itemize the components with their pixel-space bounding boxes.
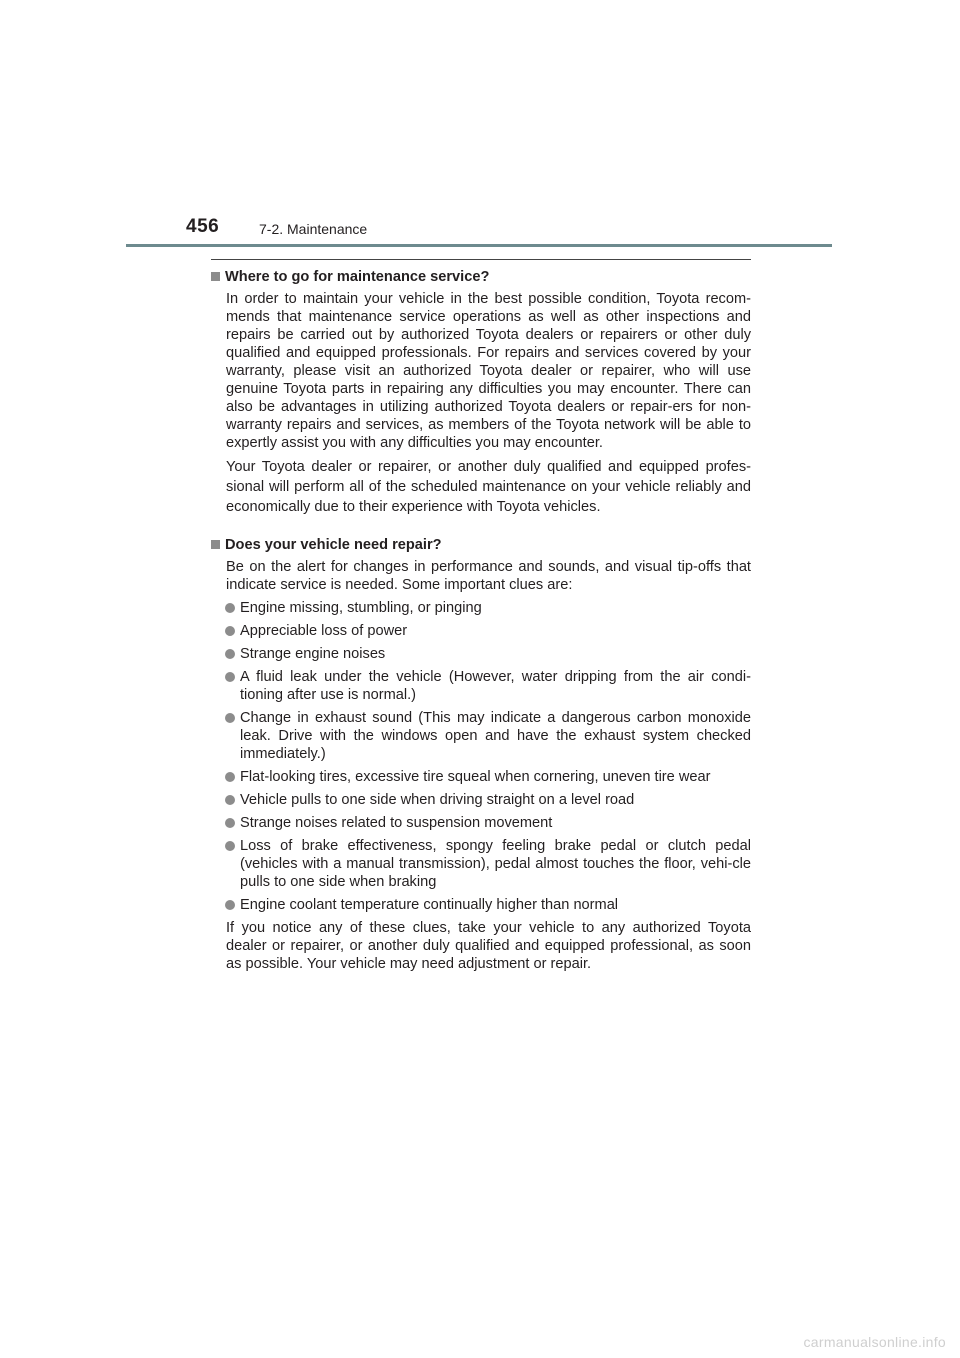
list-item xyxy=(211,709,751,763)
list-item xyxy=(211,768,751,786)
list-item-text: Appreciable loss of power xyxy=(240,623,408,639)
list-item xyxy=(211,837,751,891)
list-item-text: Strange noises related to suspension movement xyxy=(240,815,553,831)
paragraph: In order to maintain your vehicle in the best possible condition, Toyota recom-mends that maintenance service operations as well as other inspections and repairs be carried out by authorized Toyota dealers or repairers or other duly qualified and equipped professionals. For repairs and services covered by your warranty, please visit an authorized Toyota dealer or repairer, who will use genuine Toyota parts in repairing any difficulties you may encounter. There can also be advantages in utilizing authorized Toyota dealers or repair-ers for non-warranty repairs and services, as members of the Toyota network will be able to expertly assist you with any difficulties you may encounter. xyxy=(226,291,751,451)
circle-bullet-icon xyxy=(225,841,235,851)
list-item xyxy=(211,599,751,617)
heading-text: Where to go for maintenance service? xyxy=(225,269,490,285)
list-item xyxy=(211,791,751,809)
circle-bullet-icon xyxy=(225,626,235,636)
circle-bullet-icon xyxy=(225,818,235,828)
page-header xyxy=(0,0,960,250)
list-item xyxy=(211,645,751,663)
paragraph: If you notice any of these clues, take your vehicle to any authorized Toyota dealer or repairer, or another duly qualified and equipped professional, as soon as possible. Your vehicle may need adjustment or repair. xyxy=(226,920,751,972)
circle-bullet-icon xyxy=(225,772,235,782)
list-item xyxy=(211,896,751,914)
page-number: 456 xyxy=(186,216,220,237)
circle-bullet-icon xyxy=(225,713,235,723)
list-item xyxy=(211,622,751,640)
list-item-text: Vehicle pulls to one side when driving straight on a level road xyxy=(240,792,635,808)
list-item-text: Strange engine noises xyxy=(240,646,386,662)
list-item-text: A fluid leak under the vehicle (However, water dripping from the air condi-tioning after use is normal.) xyxy=(240,669,751,703)
header-rule xyxy=(126,244,832,247)
square-bullet-icon xyxy=(211,540,220,549)
circle-bullet-icon xyxy=(225,603,235,613)
watermark: carmanualsonline.info xyxy=(803,1334,946,1350)
square-bullet-icon xyxy=(211,272,220,281)
circle-bullet-icon xyxy=(225,649,235,659)
circle-bullet-icon xyxy=(225,672,235,682)
list-item xyxy=(211,814,751,832)
heading-text: Does your vehicle need repair? xyxy=(225,537,442,553)
list-item-text: Change in exhaust sound (This may indicate a dangerous carbon monoxide leak. Drive with the windows open and have the exhaust system checked immediately.) xyxy=(240,710,751,762)
paragraph: Your Toyota dealer or repairer, or another duly qualified and equipped profes-sional will perform all of the scheduled maintenance on your vehicle reliably and economically due to their experience with Toyota vehicles. xyxy=(226,459,751,515)
list-item-text: Loss of brake effectiveness, spongy feeling brake pedal or clutch pedal (vehicles with a manual transmission), pedal almost touches the floor, vehi-cle pulls to one side when braking xyxy=(240,838,751,890)
section-title: 7-2. Maintenance xyxy=(259,221,368,237)
circle-bullet-icon xyxy=(225,795,235,805)
circle-bullet-icon xyxy=(225,900,235,910)
list-item-text: Engine missing, stumbling, or pinging xyxy=(240,600,482,616)
list-item-text: Engine coolant temperature continually higher than normal xyxy=(240,897,619,913)
section-heading xyxy=(211,268,751,286)
paragraph: Be on the alert for changes in performance and sounds, and visual tip-offs that indicate service is needed. Some important clues are: xyxy=(226,559,751,593)
list-item-text: Flat-looking tires, excessive tire squeal when cornering, uneven tire wear xyxy=(240,769,711,785)
section-heading xyxy=(211,536,751,554)
list-item xyxy=(211,668,751,704)
page-content xyxy=(211,259,751,978)
